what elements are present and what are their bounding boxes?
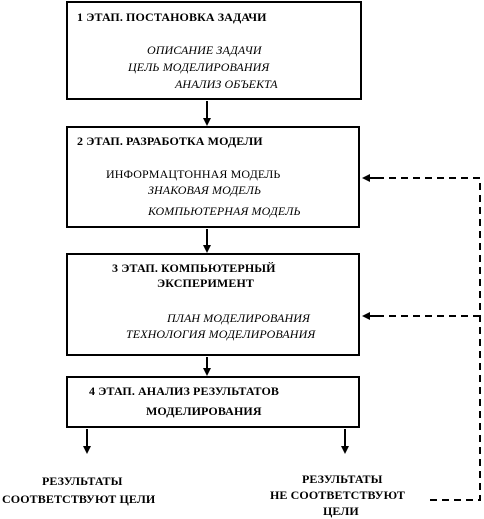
stage-1-item-2: ЦЕЛЬ МОДЕЛИРОВАНИЯ [128, 60, 270, 74]
stage-4-title-line2: МОДЕЛИРОВАНИЯ [146, 404, 262, 418]
feedback-loop-line [376, 178, 480, 500]
stage-3-title-line2: ЭКСПЕРИМЕНТ [157, 276, 254, 290]
outcome-match-line2: СООТВЕТСТВУЮТ ЦЕЛИ [2, 492, 156, 506]
stage-3-item-2: ТЕХНОЛОГИЯ МОДЕЛИРОВАНИЯ [126, 327, 316, 341]
outcome-mismatch-line2: НЕ СООТВЕТСТВУЮТ [270, 488, 406, 502]
stage-1-item-3: АНАЛИЗ ОБЪЕКТА [175, 77, 278, 91]
stage-4-title-line1: 4 ЭТАП. АНАЛИЗ РЕЗУЛЬТАТОВ [89, 384, 280, 398]
outcome-mismatch-line3: ЦЕЛИ [323, 504, 359, 518]
stage-2-title: 2 ЭТАП. РАЗРАБОТКА МОДЕЛИ [77, 134, 263, 148]
outcome-match-line1: РЕЗУЛЬТАТЫ [42, 474, 123, 488]
stage-3-title-line1: 3 ЭТАП. КОМПЬЮТЕРНЫЙ [112, 261, 276, 275]
stage-2-item-1: ИНФОРМАЦТОННАЯ МОДЕЛЬ [106, 167, 281, 181]
stage-2-item-2: ЗНАКОВАЯ МОДЕЛЬ [148, 183, 262, 197]
stage-3-item-1: ПЛАН МОДЕЛИРОВАНИЯ [167, 311, 310, 325]
stage-1-item-1: ОПИСАНИЕ ЗАДАЧИ [147, 43, 262, 57]
outcome-mismatch-line1: РЕЗУЛЬТАТЫ [302, 472, 383, 486]
stage-2-item-3: КОМПЬЮТЕРНАЯ МОДЕЛЬ [148, 204, 301, 218]
stage-1-title: 1 ЭТАП. ПОСТАНОВКА ЗАДАЧИ [77, 10, 267, 24]
